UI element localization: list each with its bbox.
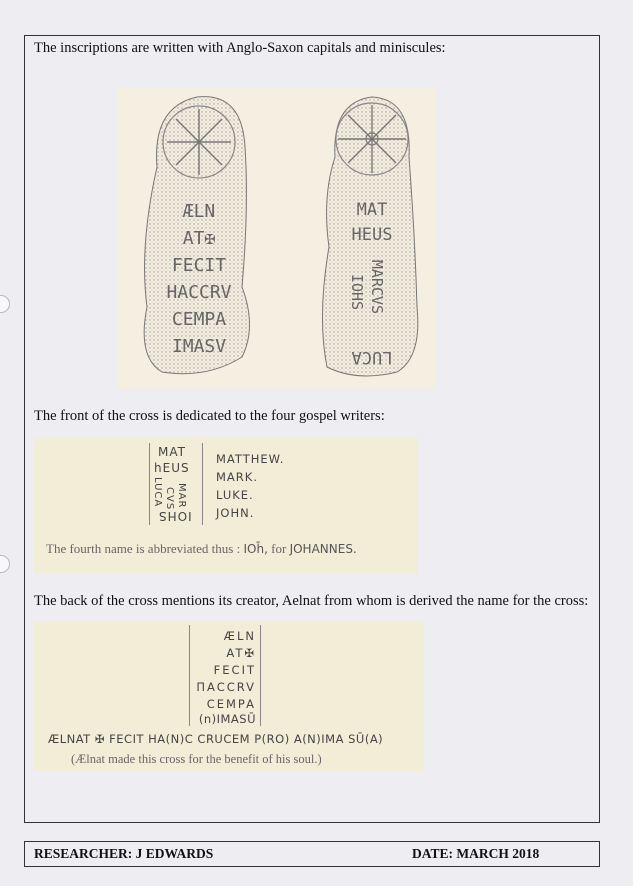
left-stone [144, 97, 249, 374]
gospel-name: JOHN. [216, 506, 255, 520]
inscription-line: ÆLN [223, 629, 256, 643]
inscription-line: CEMPA [206, 697, 256, 711]
inscription-line: IOHS [158, 509, 192, 523]
gospel-name: MARK. [216, 470, 258, 484]
date-label: DATE: MARCH 2018 [412, 846, 540, 861]
punch-hole [0, 295, 10, 313]
left-stone-line: ÆLN [182, 201, 216, 222]
note-name: JOHANNES. [289, 542, 357, 556]
left-stone-line: IMASV [171, 336, 227, 357]
gospel-name: MATTHEW. [216, 452, 285, 466]
inscription-box [189, 625, 261, 726]
researcher-label: RESEARCHER: J EDWARDS [34, 846, 214, 861]
cross-stones-illustration [117, 87, 435, 389]
left-stone-line: HACCRV [166, 282, 232, 303]
right-stone-line: HEUS [351, 225, 393, 245]
left-stone-line: FECIT [171, 255, 227, 276]
left-stone-line: AT✠ [182, 228, 216, 249]
inscription-line: ΠACCRV [196, 680, 256, 694]
stone-drawing-panel [117, 87, 435, 389]
inscription-box [149, 443, 203, 525]
footer-bar [24, 841, 600, 867]
inscription-line: FECIT [213, 663, 256, 677]
right-stone-line: MARCVS [368, 259, 386, 315]
punch-hole [0, 555, 10, 573]
note-text: The fourth name is abbreviated thus : [46, 541, 241, 556]
caption-intro: The inscriptions are written with Anglo-Saxon capitals and miniscules: [34, 40, 446, 56]
inscription-line: (n)IMASŪ [198, 712, 256, 726]
right-stone-line: IOHS [348, 273, 366, 311]
note-for: for [271, 541, 287, 556]
gospel-name: LUKE. [216, 488, 254, 502]
caption-back: The back of the cross mentions its creator, Aelnat from whom is derived the name for the cross: [34, 593, 589, 609]
creator-panel [34, 621, 424, 771]
inscription-line: CVS [164, 487, 175, 511]
inscription-line: MAT [158, 445, 186, 459]
left-stone-line: CEMPA [171, 309, 227, 330]
transcription: ÆLNAT ✠ FECIT HA(N)C CRUCEM P(RO) A(N)IMA SŪ(A) [48, 732, 384, 746]
gospel-writers-panel [34, 437, 418, 573]
inscription-line: AT✠ [226, 646, 256, 660]
right-stone-line: MAT [356, 200, 388, 220]
caption-front: The front of the cross is dedicated to the four gospel writers: [34, 408, 385, 424]
inscription-line: MAR [176, 483, 187, 509]
note-abbrev: IOh̄, [243, 542, 268, 556]
inscription-line: hEUS [154, 461, 190, 475]
inscription-line: LUCA [152, 477, 163, 508]
right-stone [322, 97, 417, 376]
abbreviation-note [46, 541, 357, 557]
translation: (Ælnat made this cross for the benefit of his soul.) [71, 752, 322, 766]
right-stone-line: LUCA [351, 347, 393, 367]
